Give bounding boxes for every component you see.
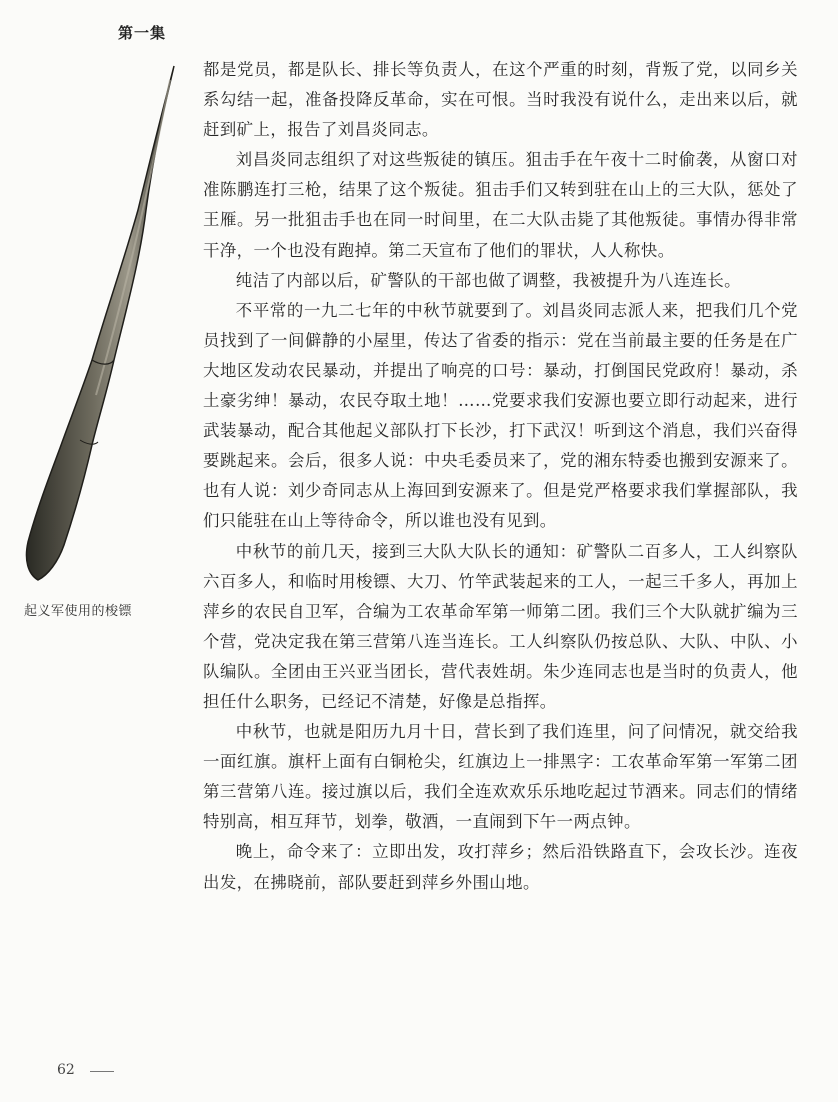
paragraph: 中秋节的前几天，接到三大队大队长的通知：矿警队二百多人，工人纠察队六百多人，和临时用梭镖、大刀、竹竿武装起来的工人，一起三千多人，再加上萍乡的农民自卫军，合编为工农革命军第一师第二团。我们三个大队就扩编为三个营，党决定我在第三营第八连当连长。工人纠察队仍按总队、大队、中队、小队编队。全团由王兴亚当团长，营代表姓胡。朱少连同志也是当时的负责人，他担任什么职务，已经记不清楚，好像是总指挥。 <box>203 541 798 711</box>
paragraph: 纯洁了内部以后，矿警队的干部也做了调整，我被提升为八连连长。 <box>235 270 742 290</box>
chapter-header: 第一集 <box>118 24 167 42</box>
paragraph: 都是党员，都是队长、排长等负责人，在这个严重的时刻，背叛了党，以同乡关系勾结一起，准备投降反革命，实在可恨。当时我没有说什么，走出来以后，就赶到矿上，报告了刘昌炎同志。 <box>203 60 798 140</box>
body-text <box>203 55 798 898</box>
spear-figure <box>14 60 184 590</box>
paragraph: 晚上，命令来了：立即出发，攻打萍乡；然后沿铁路直下，会攻长沙。连夜出发，在拂晓前，部队要赶到萍乡外围山地。 <box>203 842 798 892</box>
figure-caption: 起义军使用的梭镖 <box>24 604 133 619</box>
spear-icon <box>14 60 184 590</box>
paragraph: 不平常的一九二七年的中秋节就要到了。刘昌炎同志派人来，把我们几个党员找到了一间僻静的小屋里，传达了省委的指示：党在当前最主要的任务是在广大地区发动农民暴动，并提出了响亮的口号：暴动，打倒国民党政府！暴动，杀土豪劣绅！暴动，农民夺取土地！……党要求我们安源也要立即行动起来，进行武装暴动，配合其他起义部队打下长沙，打下武汉！听到这个消息，我们兴奋得要跳起来。会后，很多人说：中央毛委员来了，党的湘东特委也搬到安源来了。也有人说：刘少奇同志从上海回到安源来了。但是党严格要求我们掌握部队，我们只能驻在山上等待命令，所以谁也没有见到。 <box>203 300 798 531</box>
page-number: 62 <box>57 1062 75 1078</box>
paragraph: 中秋节，也就是阳历九月十日，营长到了我们连里，问了问情况，就交给我一面红旗。旗杆上面有白铜枪尖，红旗边上一排黑字：工农革命军第一军第二团第三营第八连。接过旗以后，我们全连欢欢乐乐地吃起过节酒来。同志们的情绪特别高，相互拜节，划拳，敬酒，一直闹到下午一两点钟。 <box>203 722 798 832</box>
paragraph: 刘昌炎同志组织了对这些叛徒的镇压。狙击手在午夜十二时偷袭，从窗口对准陈鹏连打三枪，结果了这个叛徒。狙击手们又转到驻在山上的三大队，惩处了王雁。另一批狙击手也在同一时间里，在二大队击毙了其他叛徒。事情办得非常干净，一个也没有跑掉。第二天宣布了他们的罪状，人人称快。 <box>203 150 798 260</box>
page-number-rule <box>90 1071 114 1072</box>
